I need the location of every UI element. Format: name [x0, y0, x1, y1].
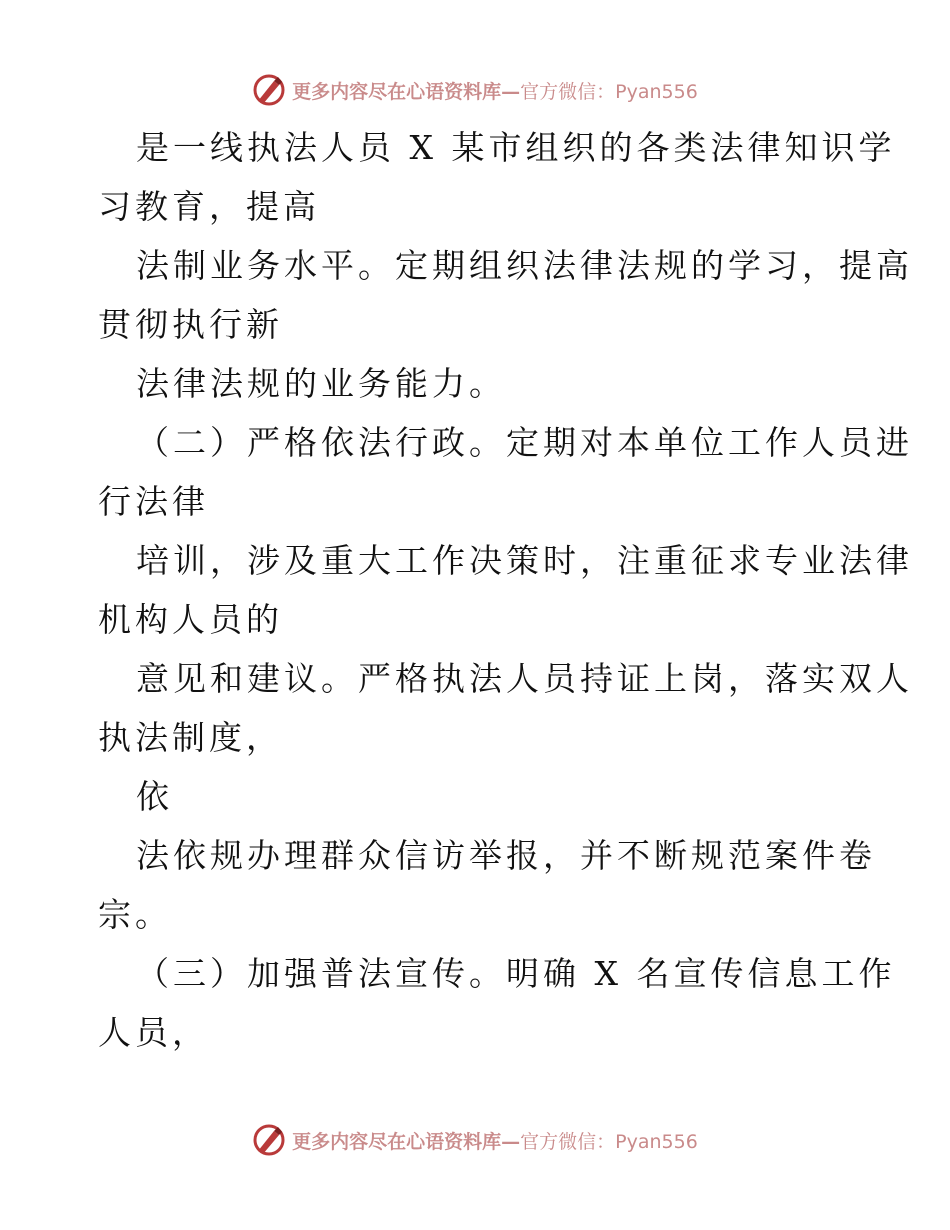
banner-text: 更多内容尽在心语资料库—官方微信：Pyan556: [292, 80, 698, 103]
text-line: 培训，涉及重大工作决策时，注重征求专业法律: [136, 541, 913, 580]
text-line: 意见和建议。严格执法人员持证上岗，落实双人: [136, 659, 913, 698]
text-line: 宗。: [98, 895, 172, 934]
text-line: 习教育，提高: [98, 187, 320, 226]
pen-logo-icon: [252, 73, 286, 107]
text-line: （二）严格依法行政。定期对本单位工作人员进: [136, 423, 913, 462]
pen-logo-icon: [252, 1123, 286, 1157]
text-line: 执法制度，: [98, 718, 283, 757]
header-banner: [0, 70, 950, 110]
text-line: 行法律: [98, 482, 209, 521]
footer-banner: [0, 1120, 950, 1160]
text-line: 机构人员的: [98, 600, 283, 639]
text-line: 法依规办理群众信访举报，并不断规范案件卷: [136, 836, 876, 875]
text-line: 法律法规的业务能力。: [136, 364, 506, 403]
text-line: 法制业务水平。定期组织法律法规的学习，提高: [136, 246, 913, 285]
text-line: 依: [136, 777, 173, 816]
banner-text: 更多内容尽在心语资料库—官方微信：Pyan556: [292, 1130, 698, 1153]
document-body: [98, 118, 913, 1062]
text-line: （三）加强普法宣传。明确 X 名宣传信息工作: [136, 954, 896, 993]
text-line: 人员，: [98, 1013, 209, 1052]
text-line: 贯彻执行新: [98, 305, 283, 344]
text-line: 是一线执法人员 X 某市组织的各类法律知识学: [136, 128, 896, 167]
